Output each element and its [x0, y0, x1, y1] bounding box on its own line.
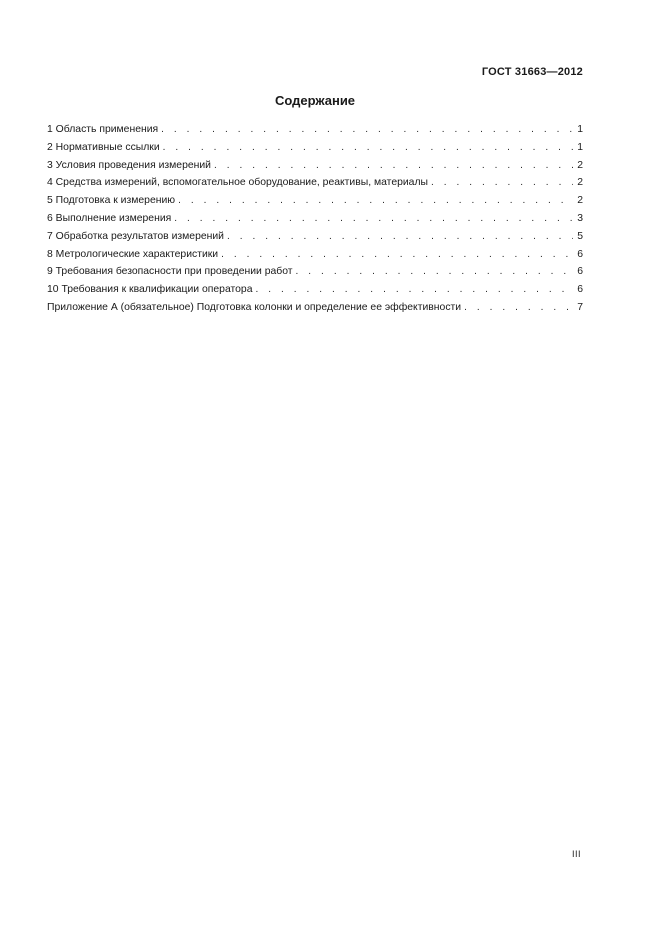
toc-entry[interactable]	[47, 210, 583, 228]
page-number: III	[571, 849, 581, 859]
toc-leader-dots	[161, 121, 573, 139]
toc-entry[interactable]	[47, 121, 583, 139]
toc-entry-page: 6	[577, 248, 583, 260]
toc-entry-page: 6	[577, 266, 583, 278]
toc-entry-page: 2	[577, 177, 583, 189]
toc-entry-label: 2 Нормативные ссылки	[47, 141, 160, 153]
toc-entry[interactable]	[47, 174, 583, 192]
toc-entry-label: 6 Выполнение измерения	[47, 212, 172, 224]
toc-entry[interactable]	[47, 228, 583, 246]
toc-entry-page: 1	[577, 124, 583, 135]
toc-leader-dots	[431, 174, 573, 192]
toc-leader-dots	[227, 228, 573, 246]
toc-entry-label: 3 Условия проведения измерений	[47, 159, 211, 171]
toc-leader-dots	[163, 139, 573, 157]
toc-entry-page: 1	[577, 141, 583, 153]
toc-title: Содержание	[274, 93, 356, 108]
toc-entry-label: 7 Обработка результатов измерений	[47, 230, 224, 242]
toc-entry-label: 9 Требования безопасности при проведении работ	[47, 266, 293, 278]
toc-leader-dots	[178, 192, 573, 210]
toc-entry-label: 1 Область применения	[47, 124, 159, 135]
toc-leader-dots	[296, 263, 573, 281]
toc-leader-dots	[174, 210, 573, 228]
document-code: ГОСТ 31663—2012	[481, 66, 583, 78]
toc-entry-label: 4 Средства измерений, вспомогательное оборудование, реактивы, материалы	[47, 177, 428, 189]
toc-entry[interactable]	[47, 157, 583, 175]
toc-entry-page: 6	[577, 284, 583, 296]
toc-entry-label: 10 Требования к квалификации оператора	[47, 284, 253, 296]
toc-leader-dots	[214, 157, 573, 175]
toc-entry-page: 3	[577, 212, 583, 224]
toc-leader-dots	[464, 299, 573, 317]
toc-entry-page: 2	[577, 195, 583, 207]
toc-entry-page: 2	[577, 159, 583, 171]
toc-entry-page: 5	[577, 230, 583, 242]
toc-entry-label: Приложение А (обязательное) Подготовка колонки и определение ее эффективности	[47, 301, 462, 313]
toc-entry[interactable]	[47, 263, 583, 281]
table-of-contents	[47, 121, 583, 317]
toc-entry-page: 7	[577, 301, 583, 313]
toc-entry-label: 5 Подготовка к измерению	[47, 195, 176, 207]
toc-entry[interactable]	[47, 192, 583, 210]
toc-entry[interactable]	[47, 139, 583, 157]
toc-entry[interactable]	[47, 299, 583, 317]
toc-leader-dots	[221, 246, 573, 264]
toc-entry[interactable]	[47, 281, 583, 299]
toc-entry[interactable]	[47, 246, 583, 264]
toc-entry-label: 8 Метрологические характеристики	[47, 248, 219, 260]
toc-leader-dots	[256, 281, 574, 299]
